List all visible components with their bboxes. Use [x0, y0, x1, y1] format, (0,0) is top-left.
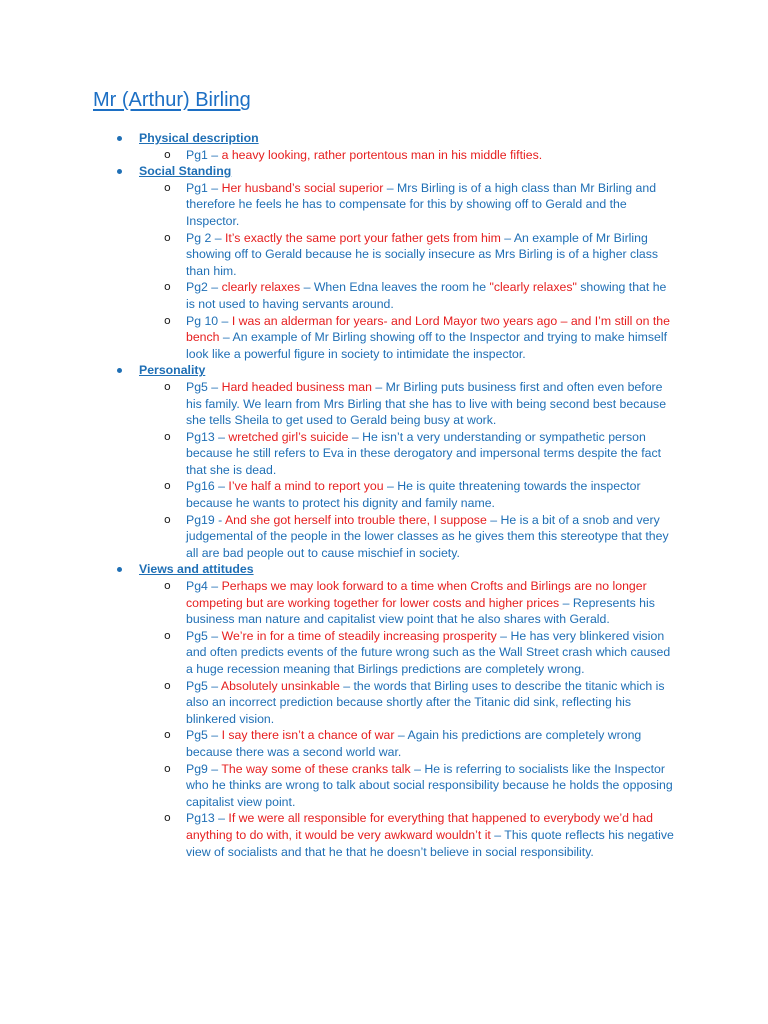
commentary-text: – An example of Mr Birling showing off to the Inspector and trying to make himself look like a powerful figure in society to intimidate the inspector.	[186, 330, 667, 361]
list-item	[0, 628, 676, 678]
commentary-text: showing that he is not used to having servants around.	[186, 280, 667, 311]
sub-bullet-icon: o	[164, 280, 171, 294]
page-ref: Pg13 –	[186, 429, 229, 444]
list-item	[0, 429, 676, 479]
page-ref: Pg9 –	[186, 761, 222, 776]
commentary-text: – the words that Birling uses to describe the titanic which is also an incorrect prediction because shortly after the Titanic did sink, reflecting his blinkered vision.	[186, 678, 665, 726]
sub-bullet-icon: o	[164, 761, 171, 775]
section-heading-row	[0, 163, 768, 180]
commentary-text: – This quote reflects his negative view of socialists and that he that he doesn’t believe in social responsibility.	[186, 827, 674, 859]
section	[0, 130, 768, 163]
sub-bullet-icon: o	[164, 728, 171, 742]
page-ref: Pg16 –	[186, 479, 229, 494]
commentary-text: – He isn’t a very understanding or sympathetic person because he still refers to Eva in these derogatory and impersonal terms despite the fact that she is dead.	[186, 429, 662, 477]
section-heading-row	[0, 362, 768, 379]
sub-bullet-icon: o	[164, 429, 171, 443]
commentary-text: – An example of Mr Birling showing off to Gerald because he is socially insecure as Mrs Birling is of a higher class than him.	[186, 230, 659, 278]
list-item	[0, 313, 676, 363]
quote-text: wretched girl’s suicide	[228, 429, 349, 444]
bullet-icon	[117, 567, 122, 572]
bullet-icon	[117, 136, 122, 141]
quote-text: Her husband’s social superior	[221, 180, 384, 195]
section	[0, 163, 768, 362]
quote-text: It’s exactly the same port your father gets from him	[224, 230, 501, 245]
sub-bullet-icon: o	[164, 313, 171, 327]
page-title: Mr (Arthur) Birling	[93, 89, 251, 111]
quote-text: I’ve half a mind to report you	[228, 479, 384, 494]
commentary-text: – He is referring to socialists like the Inspector who he thinks are wrong to talk about social responsibility because he holds the opposing capitalist view point.	[186, 761, 673, 809]
list-item-text	[186, 230, 676, 280]
section-heading-row	[0, 130, 768, 147]
page-ref: Pg1 –	[186, 180, 222, 195]
page-ref: Pg 10 –	[186, 313, 232, 328]
sub-bullet-icon: o	[164, 678, 171, 692]
list-item	[0, 478, 676, 511]
sub-bullet-icon: o	[164, 512, 171, 526]
list-item	[0, 727, 676, 760]
section-heading: Physical description	[139, 131, 259, 145]
quote-text: "clearly relaxes"	[489, 280, 577, 295]
page-ref: Pg1 –	[186, 147, 222, 162]
list-item-text	[186, 512, 676, 562]
list-item	[0, 180, 676, 230]
list-item	[0, 678, 676, 728]
list-item-text	[186, 379, 676, 429]
sub-bullet-icon: o	[164, 180, 171, 194]
list-item-text	[186, 478, 676, 511]
page-ref: Pg5 –	[186, 628, 222, 643]
section-heading-row	[0, 561, 768, 578]
sub-bullet-icon: o	[164, 379, 171, 393]
section	[0, 362, 768, 561]
page-ref: Pg2 –	[186, 280, 222, 295]
list-item	[0, 147, 676, 164]
quote-text: The way some of these cranks talk	[221, 761, 411, 776]
commentary-text: – Mrs Birling is of a high class than Mr Birling and therefore he feels he has to compensate for this by showing off to Gerald and the Inspector.	[186, 180, 657, 228]
list-item	[0, 279, 676, 312]
list-item-text	[186, 678, 676, 728]
list-item-text	[186, 578, 676, 628]
list-item	[0, 810, 676, 860]
quote-text: And she got herself into trouble there, I suppose	[224, 512, 487, 527]
quote-text: Perhaps we may look forward to a time when Crofts and Birlings are no longer competing but are working together for lower costs and higher prices	[186, 579, 647, 610]
commentary-text: – He has very blinkered vision and often predicts events of the future wrong such as the Wall Street crash which caused a huge recession meaning that Birlings predictions are completely wrong.	[186, 628, 671, 676]
page-ref: Pg5 –	[186, 678, 221, 693]
list-item-text	[186, 761, 676, 811]
list-item-text	[186, 279, 676, 312]
list-item-text	[186, 180, 676, 230]
list-item-text	[186, 727, 676, 760]
quote-text: I was an alderman for years- and Lord Mayor two years ago – and I’m still on the bench	[186, 313, 670, 345]
sub-bullet-icon: o	[164, 579, 171, 593]
section-heading: Views and attitudes	[139, 562, 254, 577]
list-item	[0, 761, 676, 811]
quote-text: clearly relaxes	[221, 280, 301, 295]
quote-text: I say there isn’t a chance of war	[221, 728, 395, 743]
bullet-icon	[117, 169, 122, 174]
section-heading: Personality	[139, 363, 206, 378]
bullet-icon	[117, 368, 122, 373]
list-item-text	[186, 810, 676, 860]
commentary-text: – He is quite threatening towards the inspector because he wants to protect his dignity and family name.	[186, 479, 641, 511]
list-item	[0, 578, 676, 628]
list-item	[0, 379, 676, 429]
page-ref: Pg19 -	[186, 512, 225, 527]
section-heading: Social Standing	[139, 164, 232, 179]
quote-text: We’re in for a time of steadily increasing prosperity	[221, 628, 497, 643]
commentary-text: – Mr Birling puts business first and often even before his family. We learn from Mrs Birling that she has to live with being second best because she tells Sheila to get used to Gerald being busy at work.	[186, 379, 667, 428]
commentary-text: – Represents his business man nature and capitalist view point that he also shares with Gerald.	[186, 595, 655, 627]
list-item-text	[186, 429, 676, 479]
sub-bullet-icon: o	[164, 147, 171, 161]
page-ref: Pg 2 –	[186, 230, 225, 245]
sub-bullet-icon: o	[164, 230, 171, 244]
list-item	[0, 230, 676, 280]
page-ref: Pg4 –	[186, 579, 222, 594]
quote-text: a heavy looking, rather portentous man in his middle fifties.	[221, 147, 543, 162]
page-ref: Pg5 –	[186, 379, 222, 394]
quote-text: Hard headed business man	[221, 379, 372, 394]
section-list	[0, 130, 768, 860]
commentary-text: – When Edna leaves the room he	[300, 280, 490, 295]
list-item-text	[186, 313, 676, 363]
section	[0, 561, 768, 860]
sub-bullet-icon: o	[164, 479, 171, 493]
sub-bullet-icon: o	[164, 811, 171, 825]
list-item-text	[186, 147, 676, 164]
sub-bullet-icon: o	[164, 628, 171, 642]
quote-text: Absolutely unsinkable	[220, 678, 340, 693]
list-item	[0, 512, 676, 562]
commentary-text: – He is a bit of a snob and very judgemental of the people in the lower classes as he gives them this stereotype that they all are bad people out to cause mischief in society.	[186, 512, 669, 560]
list-item-text	[186, 628, 676, 678]
page-ref: Pg13 –	[186, 811, 229, 826]
quote-text: If we were all responsible for everything that happened to everybody we’d had anything to do with, it would be very awkward wouldn’t it	[186, 811, 653, 842]
commentary-text: – Again his predictions are completely wrong because there was a second world war.	[186, 728, 642, 759]
page-ref: Pg5 –	[186, 728, 222, 743]
